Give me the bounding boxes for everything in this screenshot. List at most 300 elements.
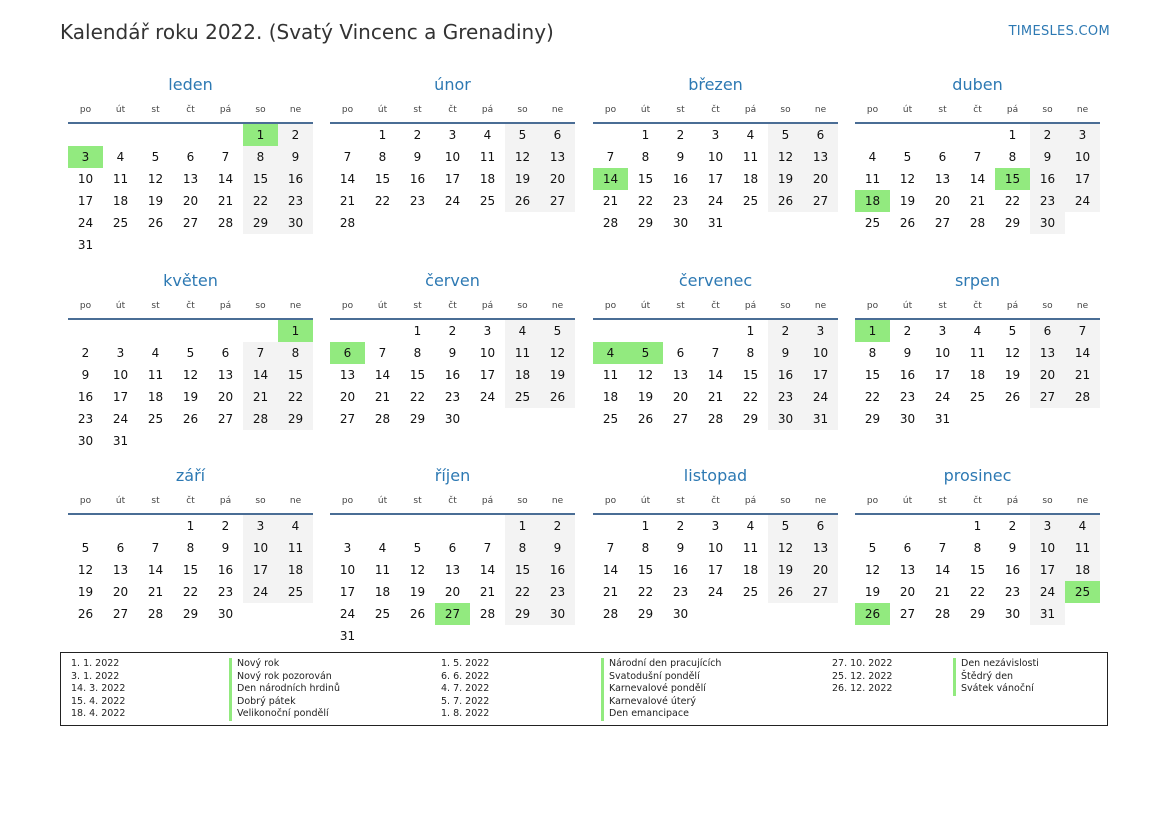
day-number: 25 [479,194,496,208]
day-cell [855,146,890,168]
weekday-label: po [604,496,617,506]
day-cell [1065,537,1100,559]
day-number: 9 [676,541,685,555]
day-cell [803,537,838,559]
weekday-label: čt [973,105,982,115]
holiday-day-cell [855,320,890,342]
day-cell [138,168,173,190]
day-number: 1 [256,128,265,142]
day-number: 18 [969,368,986,382]
day-cell [803,559,838,581]
day-number: 18 [112,194,129,208]
weekday-label: čt [448,301,457,311]
empty-cell [173,320,208,342]
day-cell [768,515,803,537]
day-cell [68,234,103,256]
weekday-label: čt [186,105,195,115]
day-number: 13 [812,541,829,555]
day-number: 12 [182,368,199,382]
legend-date: 1. 1. 2022 [71,658,120,669]
empty-cell [855,515,890,537]
day-number: 24 [812,390,829,404]
day-number: 29 [864,412,881,426]
day-number: 1 [291,324,300,338]
day-cell [698,168,733,190]
day-cell [855,537,890,559]
day-cell [138,581,173,603]
legend-dates-column [441,658,489,721]
day-cell [278,408,313,430]
weekday-label: ne [814,105,827,115]
day-number: 13 [182,172,199,186]
day-cell [278,559,313,581]
day-number: 10 [707,150,724,164]
day-cell [365,408,400,430]
day-number: 19 [147,194,164,208]
day-cell [733,146,768,168]
day-number: 31 [934,412,951,426]
day-number: 27 [672,412,689,426]
day-number: 5 [186,346,195,360]
day-cell [470,581,505,603]
day-cell [925,212,960,234]
day-number: 29 [969,607,986,621]
day-number: 29 [1004,216,1021,230]
empty-cell [890,515,925,537]
day-number: 18 [602,390,619,404]
day-cell [803,190,838,212]
day-number: 23 [672,194,689,208]
weekday-label: po [79,301,92,311]
day-number: 27 [217,412,234,426]
day-number: 2 [1008,519,1017,533]
day-number: 10 [252,541,269,555]
day-cell [400,581,435,603]
weekday-header [68,496,313,510]
day-cell [803,364,838,386]
holiday-day-cell [593,342,628,364]
day-number: 21 [602,585,619,599]
weekday-label: po [79,105,92,115]
day-cell [470,168,505,190]
day-number: 19 [549,368,566,382]
day-number: 29 [514,607,531,621]
day-cell [243,146,278,168]
day-cell [855,581,890,603]
day-cell [1030,603,1065,625]
day-number: 24 [707,194,724,208]
day-number: 23 [409,194,426,208]
day-cell [628,515,663,537]
day-number: 3 [1078,128,1087,142]
day-cell [890,342,925,364]
day-number: 11 [1074,541,1091,555]
day-cell [505,515,540,537]
day-number: 13 [339,368,356,382]
weekday-label: st [151,496,160,506]
day-number: 19 [1004,368,1021,382]
day-number: 27 [899,607,916,621]
weekday-label: čt [186,301,195,311]
day-cell [890,537,925,559]
legend-date: 26. 12. 2022 [832,683,893,694]
day-number: 15 [1004,172,1021,186]
day-cell [208,342,243,364]
weekday-label: čt [448,105,457,115]
day-number: 30 [217,607,234,621]
day-number: 23 [217,585,234,599]
day-number: 22 [409,390,426,404]
day-number: 22 [1004,194,1021,208]
weekday-label: po [604,301,617,311]
day-cell [925,386,960,408]
empty-cell [68,124,103,146]
day-number: 14 [374,368,391,382]
day-cell [365,190,400,212]
weekday-label: út [640,301,651,311]
day-cell [960,537,995,559]
holiday-day-cell [330,342,365,364]
day-number: 21 [479,585,496,599]
day-cell [855,168,890,190]
weekday-label: so [1042,301,1053,311]
day-number: 7 [711,346,720,360]
day-cell [540,190,575,212]
day-number: 3 [81,150,90,164]
day-cell [68,537,103,559]
day-cell [330,146,365,168]
day-number: 21 [707,390,724,404]
day-cell [173,342,208,364]
day-cell [890,386,925,408]
day-number: 20 [182,194,199,208]
day-cell [278,537,313,559]
day-number: 22 [637,194,654,208]
day-number: 19 [182,390,199,404]
day-cell [68,342,103,364]
empty-cell [68,515,103,537]
day-cell [593,386,628,408]
day-number: 4 [868,150,877,164]
day-number: 10 [479,346,496,360]
day-cell [925,603,960,625]
weekday-header [855,105,1100,119]
weekday-label: pá [481,105,494,115]
day-number: 9 [448,346,457,360]
day-cell [890,168,925,190]
day-cell [435,386,470,408]
day-cell [663,342,698,364]
day-number: 21 [252,390,269,404]
month-8 [68,465,313,625]
day-number: 7 [151,541,160,555]
day-cell [103,559,138,581]
day-number: 24 [77,216,94,230]
day-cell [330,168,365,190]
day-number: 4 [116,150,125,164]
day-number: 11 [742,150,759,164]
brand-link[interactable]: TIMESLES.COM [1008,24,1110,39]
day-number: 4 [606,346,615,360]
day-number: 19 [777,563,794,577]
holiday-day-cell [278,320,313,342]
day-cell [470,603,505,625]
day-number: 8 [186,541,195,555]
day-cell [435,146,470,168]
weekday-header [68,105,313,119]
day-cell [208,408,243,430]
day-number: 1 [378,128,387,142]
day-number: 7 [1078,324,1087,338]
empty-cell [400,515,435,537]
day-cell [138,386,173,408]
day-number: 15 [287,368,304,382]
weekday-label: so [780,496,791,506]
day-number: 29 [637,607,654,621]
day-number: 5 [868,541,877,555]
day-cell [733,386,768,408]
weekday-label: so [517,496,528,506]
day-cell [103,168,138,190]
holiday-day-cell [243,124,278,146]
weekday-label: st [676,301,685,311]
day-cell [173,408,208,430]
day-cell [698,386,733,408]
weekday-label: út [115,496,126,506]
weekday-label: ne [1076,301,1089,311]
day-number: 16 [287,172,304,186]
weekday-label: út [115,105,126,115]
day-number: 1 [973,519,982,533]
day-number: 23 [899,390,916,404]
day-cell [995,146,1030,168]
day-number: 1 [186,519,195,533]
day-cell [435,168,470,190]
day-number: 22 [374,194,391,208]
day-cell [698,124,733,146]
empty-cell [365,515,400,537]
day-cell [400,146,435,168]
weekday-label: so [517,301,528,311]
day-cell [138,408,173,430]
day-number: 23 [444,390,461,404]
day-cell [138,364,173,386]
day-number: 9 [676,150,685,164]
day-number: 10 [934,346,951,360]
day-number: 31 [112,434,129,448]
day-cell [435,342,470,364]
day-cell [1065,364,1100,386]
day-number: 22 [287,390,304,404]
day-number: 13 [112,563,129,577]
day-number: 11 [602,368,619,382]
day-cell [138,212,173,234]
day-cell [400,320,435,342]
day-cell [208,168,243,190]
day-cell [365,146,400,168]
day-cell [890,603,925,625]
day-number: 11 [287,541,304,555]
day-number: 13 [934,172,951,186]
day-number: 5 [518,128,527,142]
day-number: 21 [374,390,391,404]
day-number: 19 [899,194,916,208]
month-10 [593,465,838,625]
day-number: 16 [77,390,94,404]
day-number: 5 [781,128,790,142]
day-number: 20 [339,390,356,404]
day-number: 15 [864,368,881,382]
legend-date: 18. 4. 2022 [71,708,126,719]
day-number: 18 [1074,563,1091,577]
legend-holiday-name: Den nezávislosti [953,658,1039,671]
day-number: 10 [1074,150,1091,164]
day-number: 3 [711,128,720,142]
weekday-header [593,105,838,119]
day-cell [1030,168,1065,190]
day-grid [593,124,838,234]
day-cell [1065,559,1100,581]
day-cell [698,515,733,537]
day-number: 25 [864,216,881,230]
day-cell [733,515,768,537]
day-number: 25 [147,412,164,426]
day-number: 5 [1008,324,1017,338]
month-9 [330,465,575,647]
day-cell [103,537,138,559]
weekday-label: pá [1006,301,1019,311]
day-number: 17 [707,563,724,577]
day-number: 8 [641,150,650,164]
day-number: 8 [291,346,300,360]
holiday-day-cell [435,603,470,625]
day-number: 15 [182,563,199,577]
day-cell [208,386,243,408]
day-cell [890,146,925,168]
day-number: 29 [742,412,759,426]
day-cell [768,342,803,364]
day-number: 16 [672,563,689,577]
day-cell [103,581,138,603]
day-number: 30 [1039,216,1056,230]
day-number: 28 [602,216,619,230]
day-number: 24 [707,585,724,599]
day-number: 3 [1043,519,1052,533]
day-number: 5 [903,150,912,164]
day-cell [278,364,313,386]
day-cell [960,342,995,364]
day-number: 12 [864,563,881,577]
day-number: 5 [413,541,422,555]
day-cell [68,603,103,625]
weekday-label: út [377,496,388,506]
day-number: 9 [903,346,912,360]
day-number: 17 [812,368,829,382]
day-cell [208,537,243,559]
day-number: 30 [777,412,794,426]
day-number: 22 [864,390,881,404]
day-number: 7 [973,150,982,164]
day-number: 8 [413,346,422,360]
empty-cell [103,320,138,342]
day-cell [138,342,173,364]
day-number: 21 [147,585,164,599]
day-cell [365,581,400,603]
day-number: 2 [448,324,457,338]
day-cell [68,168,103,190]
day-number: 30 [899,412,916,426]
day-cell [243,408,278,430]
day-number: 9 [291,150,300,164]
day-cell [540,364,575,386]
day-number: 9 [553,541,562,555]
day-number: 3 [711,519,720,533]
day-number: 16 [409,172,426,186]
day-number: 11 [969,346,986,360]
weekday-label: po [341,301,354,311]
day-number: 4 [291,519,300,533]
day-cell [628,364,663,386]
day-cell [138,537,173,559]
day-cell [628,559,663,581]
day-number: 2 [81,346,90,360]
weekday-label: st [151,105,160,115]
day-cell [435,320,470,342]
day-cell [208,212,243,234]
day-grid [855,515,1100,625]
day-number: 18 [514,368,531,382]
month-5 [330,270,575,430]
day-number: 23 [549,585,566,599]
day-cell [855,212,890,234]
day-cell [925,581,960,603]
day-cell [208,364,243,386]
day-number: 8 [378,150,387,164]
month-11 [855,465,1100,625]
day-cell [593,146,628,168]
day-cell [698,342,733,364]
day-cell [1065,515,1100,537]
day-cell [278,190,313,212]
day-number: 11 [374,563,391,577]
day-number: 2 [676,519,685,533]
weekday-header [855,496,1100,510]
day-number: 1 [413,324,422,338]
day-number: 6 [221,346,230,360]
day-cell [628,408,663,430]
day-number: 28 [252,412,269,426]
weekday-header [330,105,575,119]
day-cell [733,168,768,190]
day-cell [698,537,733,559]
day-number: 30 [549,607,566,621]
day-cell [925,190,960,212]
day-cell [925,537,960,559]
day-cell [68,212,103,234]
weekday-label: po [866,105,879,115]
day-cell [698,364,733,386]
day-number: 12 [777,541,794,555]
weekday-label: pá [744,301,757,311]
day-cell [243,386,278,408]
day-number: 12 [1004,346,1021,360]
day-cell [628,124,663,146]
day-cell [243,342,278,364]
day-number: 28 [339,216,356,230]
day-number: 27 [339,412,356,426]
day-cell [103,408,138,430]
day-number: 30 [672,607,689,621]
